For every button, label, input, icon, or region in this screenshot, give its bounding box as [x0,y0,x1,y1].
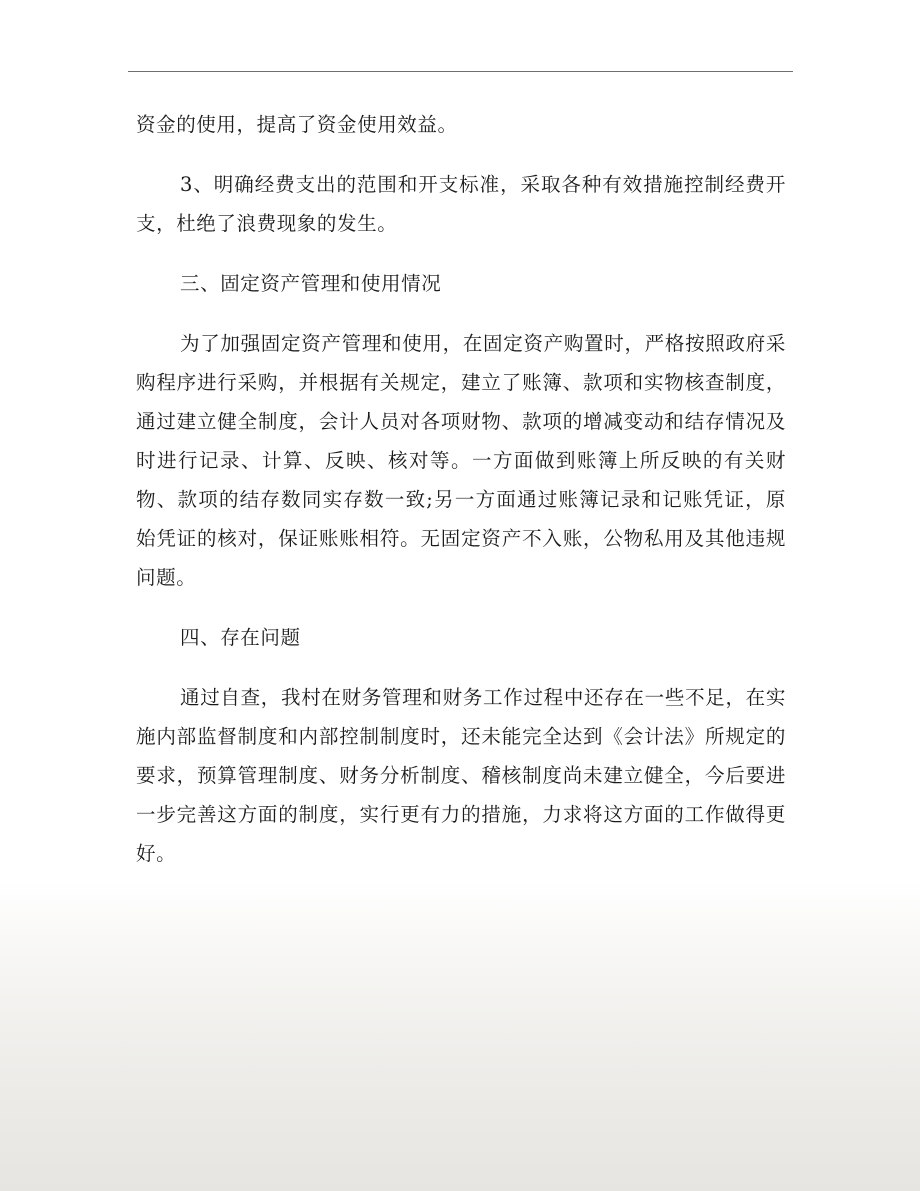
section-heading-fixed-assets: 三、固定资产管理和使用情况 [180,272,442,295]
document-body [136,105,786,894]
paragraph-expense-standards: 3、明确经费支出的范围和开支标准，采取各种有效措施控制经费开支，杜绝了浪费现象的发生。 [136,173,786,235]
paragraph-fixed-assets: 为了加强固定资产管理和使用，在固定资产购置时，严格按照政府采购程序进行采购，并根据有关规定，建立了账簿、款项和实物核查制度，通过建立健全制度，会计人员对各项财物、款项的增减变动和结存情况及时进行记录、计算、反映、核对等。一方面做到账簿上所反映的有关财物、款项的结存数同实存数一致;另一方面通过账簿记录和记账凭证，原始凭证的核对，保证账账相符。无固定资产不入账，公物私用及其他违规问题。 [136,332,786,589]
paragraph-fund-usage-continuation: 资金的使用，提高了资金使用效益。 [136,113,458,136]
header-divider [128,71,793,72]
paragraph-existing-problems: 通过自查，我村在财务管理和财务工作过程中还存在一些不足，在实施内部监督制度和内部控制制度时，还未能完全达到《会计法》所规定的要求，预算管理制度、财务分析制度、稽核制度尚未建立健全，今后要进一步完善这方面的制度，实行更有力的措施，力求将这方面的工作做得更好。 [136,686,786,865]
section-heading-existing-problems: 四、存在问题 [180,626,301,649]
